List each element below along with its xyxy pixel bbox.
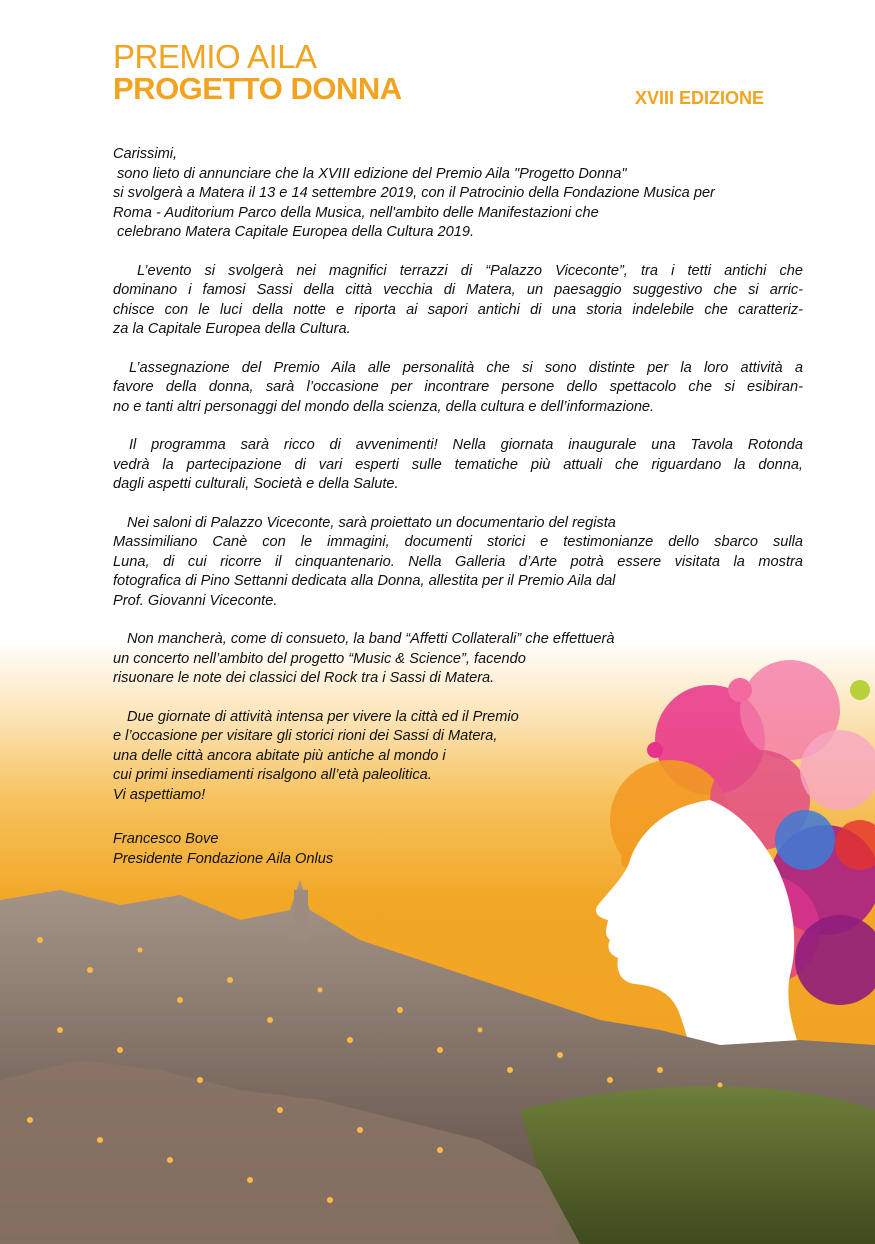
letter-line: Roma - Auditorium Parco della Musica, nell'ambito delle Manifestazioni che [113, 204, 599, 221]
letter-line: cui primi insediamenti risalgono all’età paleolitica. [113, 767, 432, 783]
page-title [113, 40, 402, 104]
letter-line: za la Capitale Europea della Cultura. [113, 321, 351, 337]
letter-line: Nei saloni di Palazzo Viceconte, sarà proiettato un documentario del regista [127, 514, 616, 531]
signature-role: Presidente Fondazione Aila Onlus [113, 850, 334, 867]
letter-line: Non mancherà, come di consueto, la band “Affetti Collaterali” che effettuerà [127, 631, 615, 647]
edition-label: XVIII EDIZIONE [635, 88, 765, 108]
paragraph-program [113, 436, 803, 495]
signature-name: Francesco Bove [113, 831, 219, 847]
letter-line: Massimiliano Canè con le immagini, documenti storici e testimonianze dello sbarco sulla [113, 534, 803, 550]
title-line-2: PROGETTO DONNA [113, 71, 402, 106]
signature [113, 830, 333, 869]
letter-line: L’evento si svolgerà nei magnifici terrazzi di “Palazzo Viceconte”, tra i tetti antichi che [137, 262, 803, 279]
letter-line: dominano i famosi Sassi della città vecchia di Matera, un paesaggio suggestivo che si arric- [113, 282, 803, 298]
letter-line: Due giornate di attività intensa per vivere la città ed il Premio [127, 708, 519, 725]
letter-line: Il programma sarà ricco di avvenimenti! Nella giornata inaugurale una Tavola Rotonda [129, 437, 803, 453]
letter-line: vedrà la partecipazione di vari esperti sulle tematiche più attuali che riguardano la donna, [113, 456, 803, 473]
paragraph-documentary [113, 514, 803, 612]
letter-line: Prof. Giovanni Viceconte. [113, 592, 278, 609]
letter-line: no e tanti altri personaggi del mondo della scienza, della cultura e dell’informazione. [113, 398, 655, 415]
letter-line: chisce con le luci della notte e riporta ai sapori antichi di una storia indelebile che caratteriz- [113, 301, 803, 318]
letter-line: una delle città ancora abitate più antiche al mondo i [113, 747, 446, 764]
letter-line: celebrano Matera Capitale Europea della Cultura 2019. [113, 224, 475, 240]
letter-line: dagli aspetti culturali, Società e della Salute. [113, 476, 399, 492]
letter-line: si svolgerà a Matera il 13 e 14 settembre 2019, con il Patrocinio della Fondazione Musica per [113, 185, 715, 201]
letter-line: fotografica di Pino Settanni dedicata alla Donna, allestita per il Premio Aila dal [113, 573, 616, 589]
greeting: Carissimi, [113, 146, 178, 162]
letter-line: sono lieto di annunciare che la XVIII edizione del Premio Aila "Progetto Donna" [117, 165, 627, 182]
letter-line: e l’occasione per visitare gli storici rioni dei Sassi di Matera, [113, 728, 498, 744]
letter-line: risuonare le note dei classici del Rock tra i Sassi di Matera. [113, 670, 495, 686]
paragraph-venue [113, 262, 803, 340]
letter-line: Vi aspettiamo! [113, 786, 206, 803]
greeting-paragraph [113, 145, 803, 243]
letter-line: L’assegnazione del Premio Aila alle personalità che si sono distinte per la loro attività a [129, 359, 803, 376]
paragraph-award [113, 359, 803, 418]
letter-line: Luna, di cui ricorre il cinquantenario. Nella Galleria d’Arte potrà essere visitata la mostra [113, 553, 803, 570]
letter-line: un concerto nell’ambito del progetto “Music & Science”, facendo [113, 650, 526, 667]
title-line-1: PREMIO AILA [113, 38, 317, 75]
letter-line: favore della donna, sarà l’occasione per incontrare persone dello spettacolo che si esibiran- [113, 379, 803, 395]
matera-sassi-night-photo [0, 880, 875, 1244]
